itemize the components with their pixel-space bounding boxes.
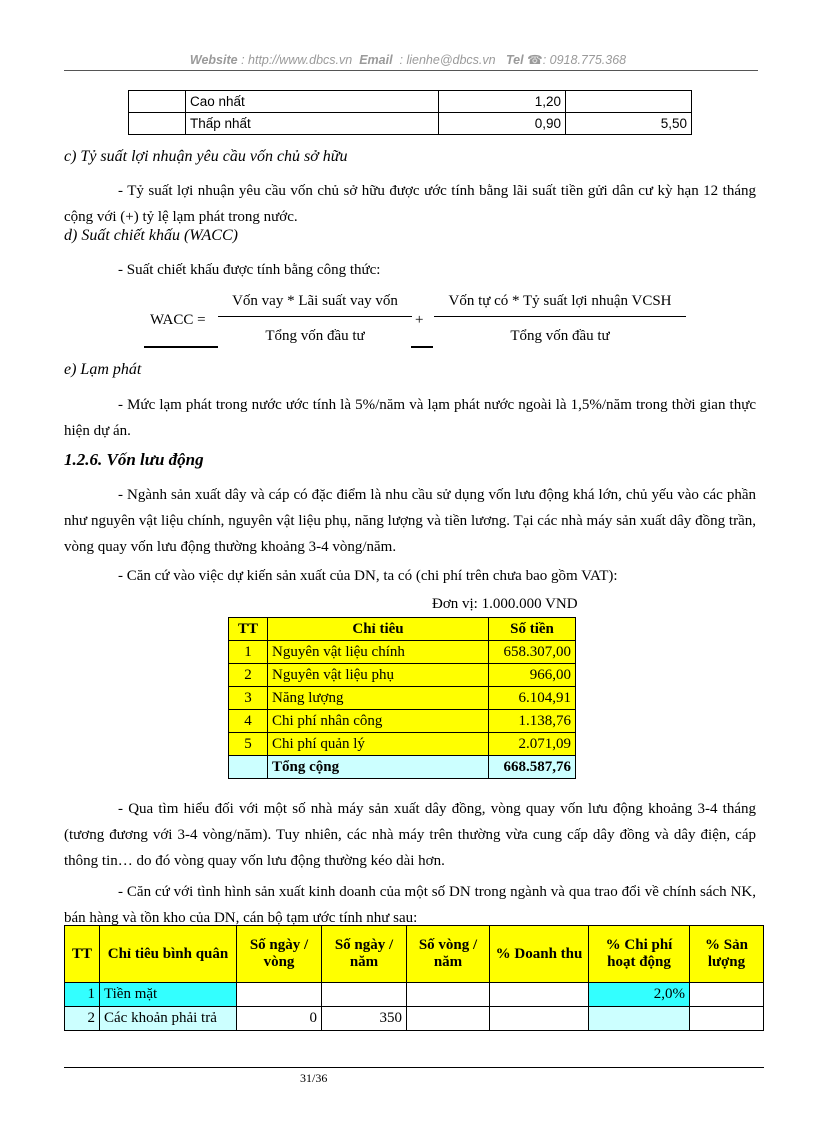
formula-den1: Tổng vốn đầu tư — [265, 328, 365, 344]
section-d-title: d) Suất chiết khấu (WACC) — [64, 227, 238, 244]
table-row — [65, 1007, 764, 1031]
table-cell: 1,20 — [439, 91, 566, 113]
table-cell: 2 — [229, 664, 268, 687]
table-cell: 1.138,76 — [489, 710, 576, 733]
table-cell: 5 — [229, 733, 268, 756]
section-e-title: e) Lạm phát — [64, 361, 142, 378]
table-row — [65, 983, 764, 1007]
tel-label: Tel — [506, 53, 524, 67]
formula-lhs: WACC = — [150, 312, 206, 328]
table-cell: 1 — [65, 983, 100, 1007]
header-divider — [64, 70, 758, 71]
table-cell: Tiền mặt — [100, 983, 237, 1007]
column-header: TT — [229, 618, 268, 641]
table-cell: 2,0% — [589, 983, 690, 1007]
table-row — [129, 91, 692, 113]
section-d-text: - Suất chiết khấu được tính bằng công thức: — [118, 262, 381, 278]
table-cell — [690, 1007, 764, 1031]
page-header — [0, 52, 816, 67]
top-table — [128, 90, 692, 135]
column-header: TT — [65, 926, 100, 983]
table-cell: Nguyên vật liệu phụ — [268, 664, 489, 687]
table-cell — [589, 1007, 690, 1031]
table-cell: Nguyên vật liệu chính — [268, 641, 489, 664]
column-header: Số tiền — [489, 618, 576, 641]
table-cell: 658.307,00 — [489, 641, 576, 664]
table-cell — [490, 983, 589, 1007]
page-number: 31/36 — [300, 1071, 328, 1085]
table-header-row — [65, 926, 764, 983]
email-label: Email — [359, 53, 393, 67]
column-header: Chỉ tiêu bình quân — [100, 926, 237, 983]
table-cell: Cao nhất — [186, 91, 439, 113]
column-header: % Doanh thu — [490, 926, 589, 983]
table-cell: Các khoản phải trả — [100, 1007, 237, 1031]
section-c-text: - Tỷ suất lợi nhuận yêu cầu vốn chủ sở hữu được ước tính bằng lãi suất tiền gửi dân cư kỳ hạn 12 tháng cộng với (+) tỷ lệ lạm phát trong nước. — [64, 183, 756, 225]
table-row — [229, 641, 576, 664]
table-cell — [690, 983, 764, 1007]
table-cell — [407, 1007, 490, 1031]
unit-label: Đơn vị: 1.000.000 VND — [432, 596, 578, 612]
fraction-bar-1 — [218, 316, 412, 317]
formula-num1: Vốn vay * Lãi suất vay vốn — [232, 293, 398, 309]
table-cell: 4 — [229, 710, 268, 733]
formula-den2: Tổng vốn đầu tư — [510, 328, 610, 344]
column-header: Chỉ tiêu — [268, 618, 489, 641]
table-cell — [490, 1007, 589, 1031]
tel-value: : 0918.775.368 — [542, 53, 627, 67]
table-row — [129, 113, 692, 135]
email-value[interactable]: : lienhe@dbcs.vn — [399, 53, 496, 67]
cost-table — [228, 617, 576, 779]
footer-divider — [64, 1067, 764, 1068]
table-cell: Chi phí quản lý — [268, 733, 489, 756]
table-cell: 6.104,91 — [489, 687, 576, 710]
table-row — [229, 687, 576, 710]
table-cell — [566, 91, 692, 113]
table-cell: Thấp nhất — [186, 113, 439, 135]
formula-plus: + — [415, 312, 424, 328]
website-label: Website — [189, 53, 238, 67]
table-header-row — [229, 618, 576, 641]
table-row — [229, 710, 576, 733]
formula-underline-1 — [144, 346, 218, 348]
formula-num2: Vốn tự có * Tỷ suất lợi nhuận VCSH — [448, 293, 672, 309]
section-c-title: c) Tỷ suất lợi nhuận yêu cầu vốn chủ sở hữu — [64, 148, 348, 165]
section-126-p2: - Căn cứ vào việc dự kiến sản xuất của DN, ta có (chi phí trên chưa bao gồm VAT): — [118, 568, 618, 584]
section-126-p1: - Ngành sản xuất dây và cáp có đặc điểm là nhu cầu sử dụng vốn lưu động khá lớn, chủ yếu vào các phần như nguyên vật liệu chính, nguyên vật liệu phụ, năng lượng và tiền lương. Tại các nhà máy sản xuất dây đồng trần, vòng quay vốn lưu động thường khoảng 3-4 vòng/năm. — [64, 487, 756, 555]
table-cell — [322, 983, 407, 1007]
website-value[interactable]: : http://www.dbcs.vn — [241, 53, 353, 67]
table-cell — [237, 983, 322, 1007]
table-cell: Chi phí nhân công — [268, 710, 489, 733]
table-cell: 1 — [229, 641, 268, 664]
column-header: Số ngày / năm — [322, 926, 407, 983]
table-cell — [407, 983, 490, 1007]
section-126-p3: - Qua tìm hiểu đối với một số nhà máy sản xuất dây đồng, vòng quay vốn lưu động khoảng 3-4 tháng (tương đương với 3-4 vòng/năm). Tuy nhiên, các nhà máy trên thường vừa cung cấp dây đồng và dây điện, cáp thông tin… do đó vòng quay vốn lưu động thường kéo dài hơn. — [64, 801, 756, 869]
section-126-p4: - Căn cứ với tình hình sản xuất kinh doanh của một số DN trong ngành và qua trao đổi về chính sách NK, bán hàng và tồn kho của DN, cán bộ tạm ước tính như sau: — [64, 884, 756, 926]
table-cell: 350 — [322, 1007, 407, 1031]
table-cell: 2.071,09 — [489, 733, 576, 756]
table-cell: 966,00 — [489, 664, 576, 687]
table-cell: 2 — [65, 1007, 100, 1031]
column-header: Số vòng / năm — [407, 926, 490, 983]
table-cell: 5,50 — [566, 113, 692, 135]
table-cell: 0 — [237, 1007, 322, 1031]
total-amount: 668.587,76 — [489, 756, 576, 779]
formula-underline-2 — [411, 346, 433, 348]
column-header: % Chi phí hoạt động — [589, 926, 690, 983]
table-row — [229, 664, 576, 687]
column-header: % Sản lượng — [690, 926, 764, 983]
table-cell: 3 — [229, 687, 268, 710]
phone-icon: ☎ — [527, 53, 543, 67]
section-e-text: - Mức lạm phát trong nước ước tính là 5%/năm và lạm phát nước ngoài là 1,5%/năm trong thời gian thực hiện dự án. — [64, 397, 756, 439]
table-cell: 0,90 — [439, 113, 566, 135]
section-126-title: 1.2.6. Vốn lưu động — [64, 450, 204, 469]
table-row — [229, 733, 576, 756]
ratio-table — [64, 925, 764, 1031]
table-cell: Năng lượng — [268, 687, 489, 710]
table-total-row — [229, 756, 576, 779]
column-header: Số ngày / vòng — [237, 926, 322, 983]
fraction-bar-2 — [434, 316, 686, 317]
total-label: Tổng cộng — [268, 756, 489, 779]
